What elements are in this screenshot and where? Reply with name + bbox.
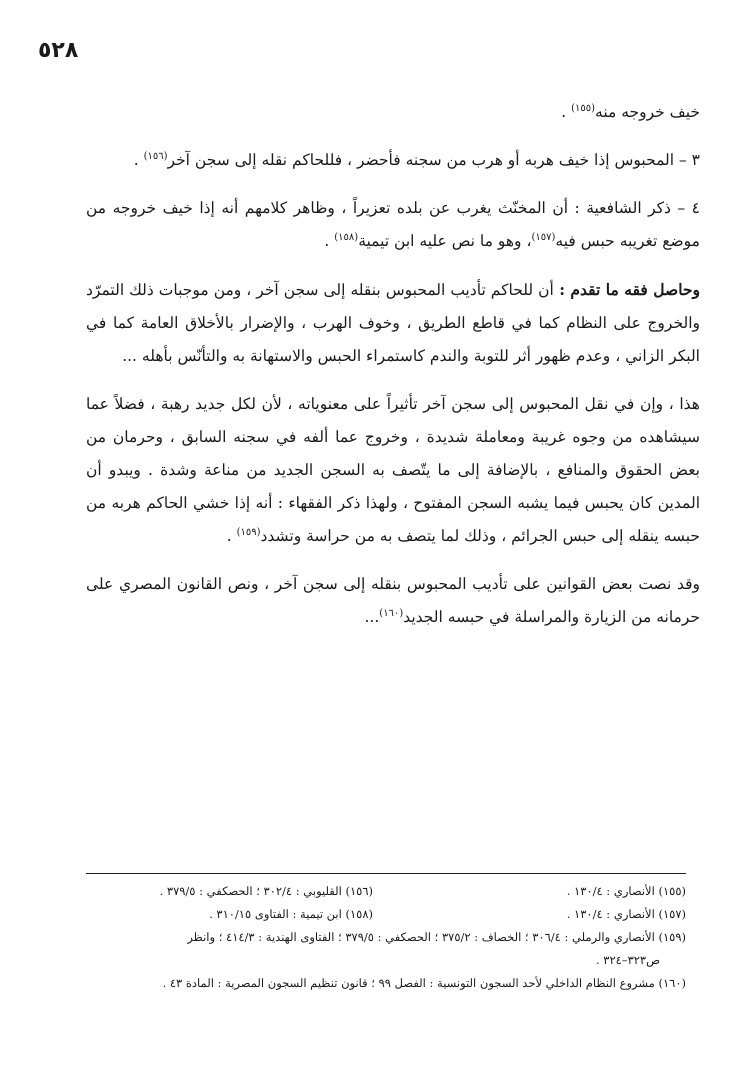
footnote-ref[interactable]: (١٥٦) — [143, 150, 168, 162]
paragraph-5 — [86, 388, 700, 553]
footnote-divider — [86, 873, 686, 874]
paragraph-tail: . — [561, 103, 572, 121]
footnote-159-continued: ص٣٢٣–٣٢٤ . — [595, 953, 660, 967]
paragraph-text: وقد نصت بعض القوانين على تأديب المحبوس بنقله إلى سجن آخر ، ونص القانون المصري على حرمانه من الزيارة والمراسلة في حبسه الجديد — [86, 575, 700, 626]
paragraph-tail: ... — [364, 608, 380, 626]
footnote-row — [60, 880, 686, 903]
paragraph-text: ٣ – المحبوس إذا خيف هربه أو هرب من سجنه فأحضر ، فللحاكم نقله إلى سجن آخر — [167, 151, 700, 169]
paragraph-6 — [86, 568, 700, 634]
paragraph-tail: ، وهو ما نص عليه ابن تيمية — [358, 232, 532, 250]
footnote-ref[interactable]: (١٥٧) — [531, 231, 556, 243]
footnote-158: (١٥٨) ابن تيمية : الفتاوى ٣١٠/١٥ . — [209, 907, 373, 921]
paragraph-text: هذا ، وإن في نقل المحبوس إلى سجن آخر تأثيراً على معنوياته ، لأن لكل جديد رهبة ، فضلاً عما سيشاهده من وجوه غريبة ومعاملة شديدة ، وخروج عما ألفه في سجنه السابق ، وحرمان من بعض الحقوق والمنافع ، بالإضافة إلى ما يتّصف به السجن الجديد من مناعة وشدة . ويبدو أن المدين كان يحبس فيما يشبه السجن المفتوح ، ولهذا ذكر الفقهاء : أنه إذا خشي الحاكم هربه من حبسه ينقله إلى حبس الجرائم ، وذلك لما يتصف به من حراسة وتشدد — [86, 395, 700, 545]
footnote-ref[interactable]: (١٥٨) — [334, 231, 359, 243]
footnotes — [60, 880, 686, 995]
paragraph-text: خيف خروجه منه — [595, 103, 700, 121]
paragraph-tail: . — [324, 232, 335, 250]
paragraph-lead: وحاصل فقه ما تقدم : — [553, 280, 700, 299]
footnote-ref[interactable]: (١٥٩) — [236, 526, 261, 538]
paragraph-4 — [86, 273, 700, 373]
paragraph-1 — [86, 96, 700, 129]
footnote-155: (١٥٥) الأنصاري : ١٣٠/٤ . — [566, 884, 686, 898]
page-number: ٥٢٨ — [38, 38, 79, 63]
main-text — [86, 96, 700, 649]
footnote-ref[interactable]: (١٥٥) — [571, 102, 596, 114]
footnote-159: (١٥٩) الأنصاري والرملي : ٣٠٦/٤ ؛ الخصاف : ٣٧٥/٢ ؛ الحصكفي : ٣٧٩/٥ ؛ الفتاوى الهندية : ٤١٤/٣ ؛ وانظر — [187, 930, 686, 944]
footnote-row — [60, 903, 686, 926]
footnote-156: (١٥٦) القليوبي : ٣٠٢/٤ ؛ الحصكفي : ٣٧٩/٥ . — [159, 884, 373, 898]
paragraph-tail: . — [133, 151, 144, 169]
footnote-160: (١٦٠) مشروع النظام الداخلي لأحد السجون التونسية : الفصل ٩٩ ؛ قانون تنظيم السجون المصرية : المادة ٤٣ . — [162, 976, 686, 990]
paragraph-3 — [86, 192, 700, 258]
paragraph-text: ٤ – ذكر الشافعية : أن المخنّث يغرب عن بلده تعزيراً ، وظاهر كلامهم أنه إذا خيف خروجه من موضع تغريبه حبس فيه — [86, 199, 700, 250]
footnote-157: (١٥٧) الأنصاري : ١٣٠/٤ . — [566, 907, 686, 921]
paragraph-tail: . — [226, 527, 237, 545]
footnote-ref[interactable]: (١٦٠) — [379, 607, 404, 619]
paragraph-2 — [86, 144, 700, 177]
paragraph-text: أن للحاكم تأديب المحبوس بنقله إلى سجن آخر ، ومن موجبات ذلك التمرّد والخروج على النظام كما في قاطع الطريق ، وخوف الهرب ، والإضرار بالأخلاق العامة كما في البكر الزاني ، وعدم ظهور أثر للتوبة والندم كاستمراء الحبس والاستهانة به والتأنّس بأهله ... — [86, 281, 700, 365]
